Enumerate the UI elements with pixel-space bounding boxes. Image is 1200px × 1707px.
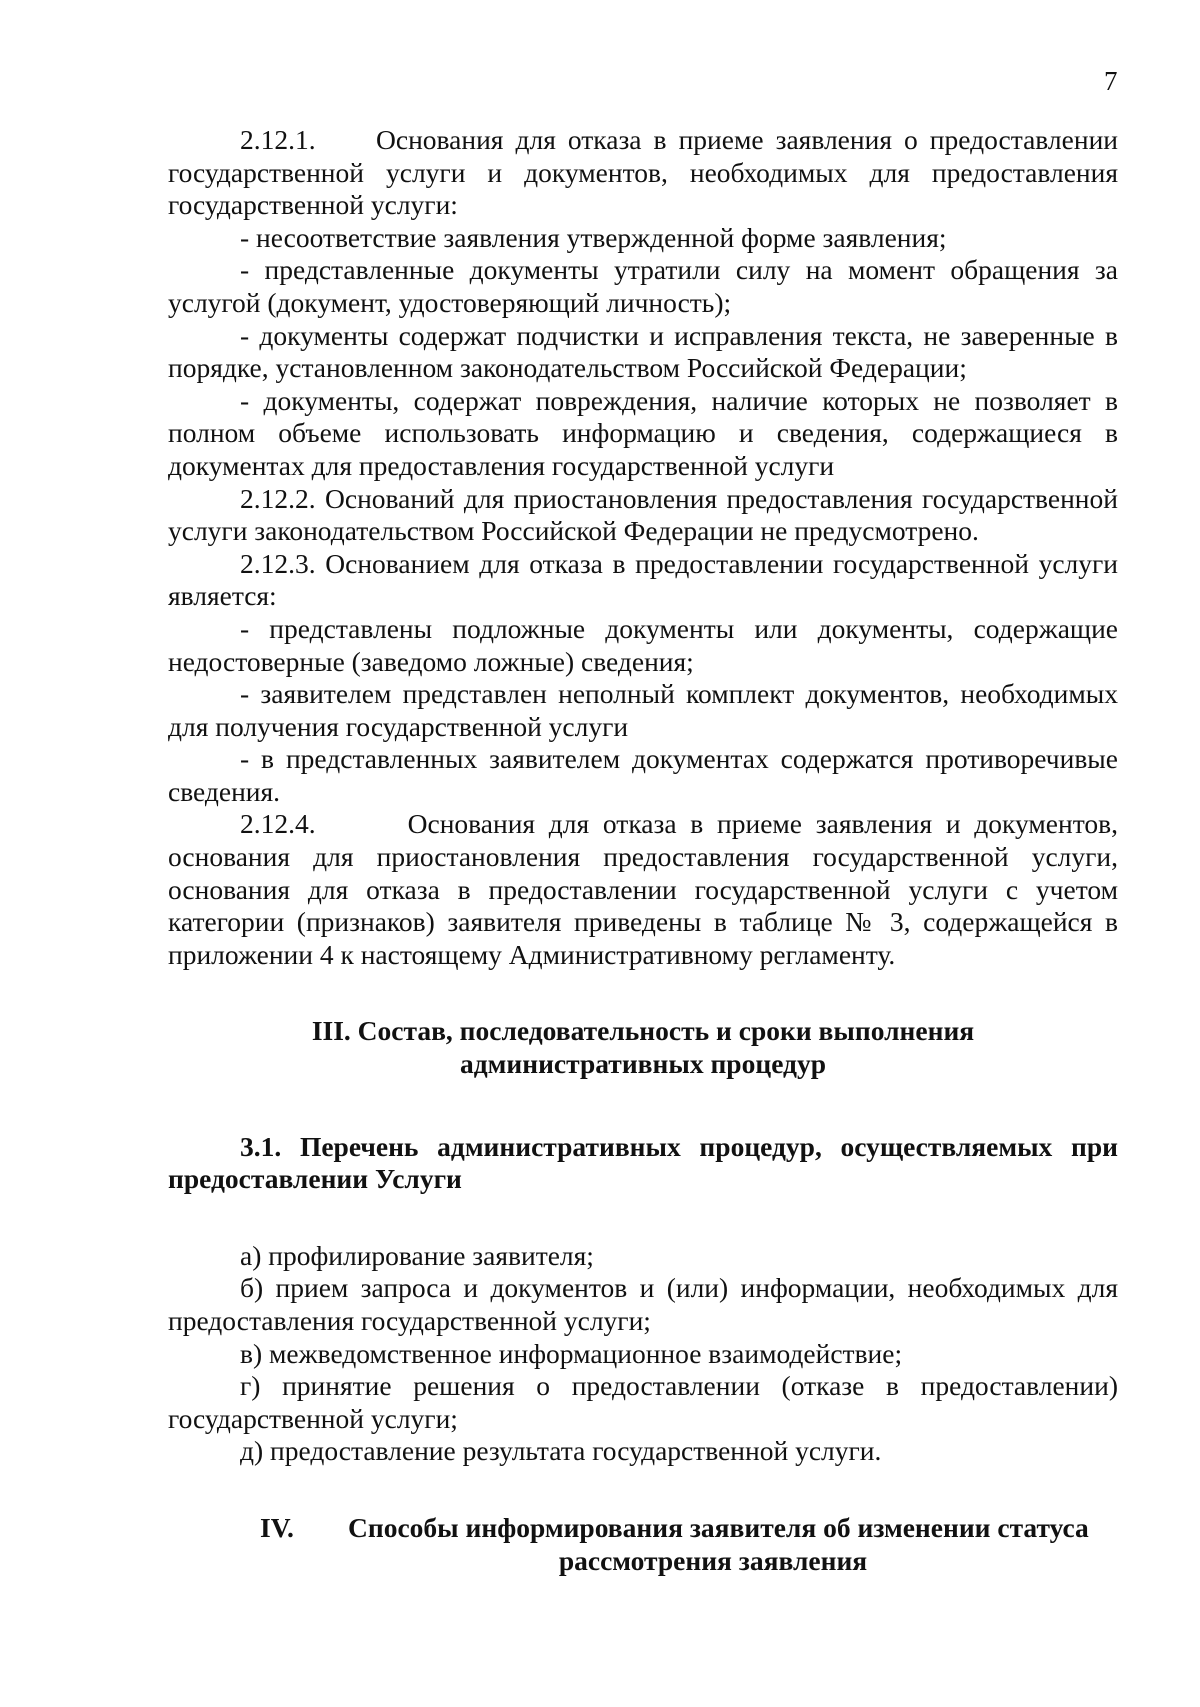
paragraph-2-12-1-lead: [168, 124, 1118, 222]
page-number: 7: [1104, 66, 1118, 96]
paragraph-2-12-2: 2.12.2. Оснований для приостановления предоставления государственной услуги законодательством Российской Федерации не предусмотрено.: [168, 482, 1118, 547]
list-item: - документы, содержат повреждения, наличие которых не позволяет в полном объеме использовать информацию и сведения, содержащиеся в документах для предоставления государственной услуги: [168, 384, 1118, 481]
section-IV-title: [168, 1512, 1118, 1545]
list-item: - представлены подложные документы или документы, содержащие недостоверные (заведомо ложные) сведения;: [168, 612, 1118, 677]
section-III-title: [168, 1015, 1118, 1080]
list-item: - документы содержат подчистки и исправления текста, не заверенные в порядке, установленном законодательством Российской Федерации;: [168, 319, 1118, 384]
list-item: - заявителем представлен неполный комплект документов, необходимых для получения государственной услуги: [168, 678, 1118, 742]
section-IV-title-line2: рассмотрения заявления: [558, 1544, 868, 1576]
document-body: [168, 124, 1118, 1577]
lead-text: Основания для отказа в приеме заявления о предоставлении государственной услуги и документов, необходимых для предоставления государственной услуги:: [168, 124, 1118, 221]
list-item: б) прием запроса и документов и (или) информации, необходимых для предоставления государственной услуги;: [168, 1272, 1118, 1336]
section-III-title-line2: административных процедур: [460, 1048, 826, 1080]
list-item: - в представленных заявителем документах содержатся противоречивые сведения.: [168, 743, 1118, 807]
list-item: - представленные документы утратили силу на момент обращения за услугой (документ, удостоверяющий личность);: [168, 254, 1118, 318]
list-item: г) принятие решения о предоставлении (отказе в предоставлении) государственной услуги;: [168, 1370, 1118, 1434]
section-number: 2.12.4.: [240, 808, 316, 840]
list-item: а) профилирование заявителя;: [240, 1239, 594, 1271]
section-3-1-title: 3.1. Перечень административных процедур, осуществляемых при предоставлении Услуги: [168, 1130, 1118, 1195]
paragraph-text: Основания для отказа в приеме заявления и документов, основания для приостановления предоставления государственной услуги, основания для отказа в предоставлении государственной услуги с учетом категории (признаков) заявителя приведены в таблице № 3, содержащейся в приложении 4 к настоящему Административному регламенту.: [168, 808, 1118, 970]
section-number: 2.12.1.: [240, 124, 316, 155]
list-item: в) межведомственное информационное взаимодействие;: [240, 1337, 903, 1369]
section-III-title-line1: III. Состав, последовательность и сроки выполнения: [311, 1015, 975, 1047]
paragraph-2-12-4: [168, 808, 1118, 971]
section-IV-roman: IV.: [260, 1511, 294, 1543]
paragraph-2-12-3-lead: 2.12.3. Основанием для отказа в предоставлении государственной услуги является:: [168, 547, 1118, 612]
list-item: - несоответствие заявления утвержденной форме заявления;: [240, 221, 947, 253]
list-item: д) предоставление результата государственной услуги.: [240, 1435, 882, 1467]
section-IV-title-line1: Способы информирования заявителя об изменении статуса: [348, 1511, 1089, 1543]
